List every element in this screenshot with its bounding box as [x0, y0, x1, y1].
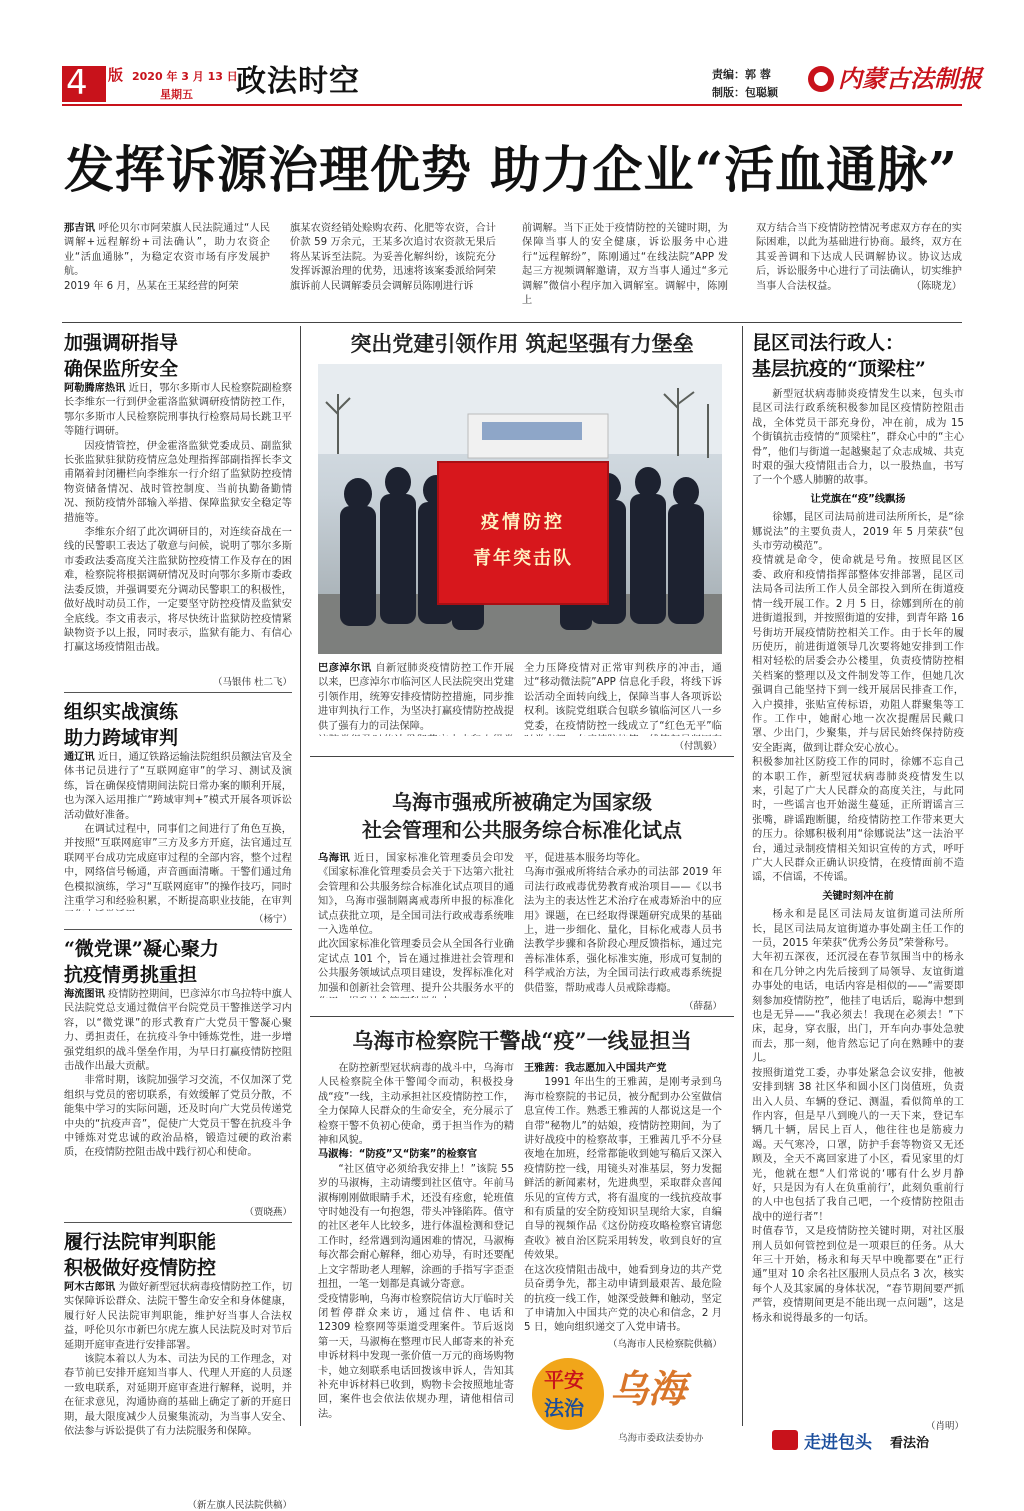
article-7-intro: 在防控新型冠状病毒的战斗中，乌海市人民检察院全体干警闻令而动，积极投身战“疫”一线，主动承担社区疫情防控工作，全力保障人民群众的生命安全，充分展示了检察干警不负初心使命，勇于担当作为的精神和风貌。 [318, 1063, 514, 1147]
article-4-p2: 该院本着以人为本、司法为民的工作理念，对春节前已安排开庭知当事人、代理人开庭的人员逐一致电联系，对延期开庭审查进行解释，说明，并在征求意见，沟通协商的基础上确定了新的开庭日期，最大限度减少人员聚集流动，为当事人安全、依法参与诉讼提供了有力法院服务和保障。 [64, 1354, 292, 1438]
article-3-body [64, 988, 292, 1204]
lead-col3-text: 前调解。当下正处于疫情防控的关键时期，为保障当事人的安全健康，诉讼服务中心进行“远程解纷”，陈刚通过“在线法院”APP 发起三方视频调解邀请，双方当事人通过“多元调解”微信小程序加入调解室。调解中，陈刚上 [522, 223, 728, 307]
left-rule-2 [64, 929, 292, 930]
article-2-p2: 在调试过程中，同事们之间进行了角色互换，并按照“互联网庭审”三方及多方开庭，法官通过互联网平台成功完成庭审过程的全部内容，整个过程中，网络信号畅通，声音画面清晰。干警们通过角色模拟演练，学习“互联网庭审”的操作技巧，同时注重学习和经验积累，不断提高职业技能，在审判 [64, 824, 292, 908]
article-7-col2 [524, 1062, 722, 1336]
banner-line-1: 疫情防控 [481, 512, 565, 533]
lead-column-4 [756, 222, 962, 314]
article-3-p1: 疫情防控期间，巴彦淖尔市乌拉特中旗人民法院党总支通过微信平台院党员干警推送学习内容，以“微党课”的形式教育广大党员干警凝心聚力、勇担责任，在抗疫斗争中锤炼党性，进一步增强党组织的战斗堡垒作用，为早日打赢疫情防控阻击战作出最大贡献。 [64, 989, 292, 1073]
editor-credit: 责编：郭 蓉 [712, 68, 771, 81]
ad-line-2: 法治 [544, 1396, 584, 1420]
article-3-p2: 非常时期，该院加强学习交流，不仅加深了党组织与党员的密切联系，有效缓解了党员分散，不能集中学习的实际问题，还及时向广大党员传递党中央的“抗疫声音”，促使广大党员干警在抗疫斗争中锤炼对党忠诚的政治品格，锻造过硬的政治素质，在疫情防控阻击战中践行初心和使命。 [64, 1075, 292, 1159]
lead-col4-text: 双方结合当下疫情防控情况考虑双方存在的实际困难，以此为基础进行协商。最终，双方在其妥善调和下达成人民调解协议。协议达成后，诉讼服务中心进行了司法确认，切实维护当事人合法权益。 [756, 223, 962, 292]
ad-sponsor: 乌海市委政法委协办 [618, 1433, 704, 1444]
banner-line-2: 青年突击队 [473, 548, 573, 569]
article-1-p2: 因疫情管控，伊金霍洛监狱党委成员、副监狱长张监狱驻狱防疫情应急处理指挥部副指挥长李文甫隔着封闭栅栏向李维东一行介绍了监狱防控疫情物资储备情况、战时管控制度、当前执勤备勤情况、预防疫情外部输入举措、保障监狱安全稳定等措施等。 [64, 440, 292, 524]
article-2-tag: 通辽讯 [64, 752, 95, 763]
article-7-sub2: 王雅茜：我志愿加入中国共产党 [524, 1063, 667, 1074]
article-7-byline: （乌海市人民检察院供稿） [607, 1339, 722, 1350]
lead-col2-text: 旗某农资经销处赊购农药、化肥等农资，合计价款 59 万余元，王某多次追讨农资款无果后将丛某诉至法院。为妥善化解纠纷，该院充分发挥诉源治理的优势，迅速将该案委派给阿荣旗诉前人民调解委员会调解员陈刚进行诉 [290, 223, 496, 292]
left-column [64, 330, 292, 1511]
article-3-title-line2: 抗疫情勇挑重担 [64, 964, 198, 986]
baotou-ad [772, 1426, 962, 1454]
article-8-p3: 杨永和是昆区司法局友谊街道司法所所长，昆区司法局友谊街道办事处副主任工作的一员，2015 年荣获“优秀公务员”荣誉称号。 大年初五深夜，还沉浸在春节氛围当中的杨永和在几分钟之内先后接到了局领导、友谊街道办事处的电话，电话内容是相似的——“需要即刻参加疫情防控”，他挂了电话后，聪海中想到也是无异——“我必须去！我现在必须去！”下床，起身，穿衣服，出门，开车向办事处急驶而去，那一刻，他肯然忘记了向在熟睡中的妻儿。 按照街道党工委，办事处紧急会议安排，他被安排到辖 38 社区华和圆小区门岗值班，负责出入人员、车辆的登记、测温，看似简单的工作内容，但是早八到晚八的一天下来，登记车辆几十辆，居民上百人，他往往也是筋疲力竭。天气寒冷，口罩，防护手套等物资又无还顾及，全天不离回家进了小区，看见家里的灯光，他就在想“人们常说的‘哪有什么岁月静好，只是因为有人在负重前行’，此刻负重前行的人中也包括了我自己吧，一个疫情防控阻击战中的逆行者”！ 时值春节，又是疫情防控关键时期，对社区服刑人员如何管控到位是一项艰巨的任务。从大年三十开始，杨永和每天早中晚都要在“正行通”里对 10 余名社区服刑人员点名 3 次，核实每个人及其家属的身体状况，“春节期间要严抓严管，疫情期间更是不能出现一点问题”，这是杨永和说得最多的一句话。 [752, 909, 964, 1324]
article-2-title-line1: 组织实战演练 [64, 701, 179, 723]
lead-column-3 [522, 222, 728, 314]
masthead-logo-icon [808, 66, 834, 92]
article-3-title-line1: “微党课”凝心聚力 [64, 938, 219, 960]
lead-headline: 发挥诉源治理优势 助力企业“活血通脉” [64, 140, 958, 199]
article-1-title-line2: 确保监所安全 [64, 358, 179, 380]
article-6-col2-text: 平，促进基本服务均等化。 乌海市强戒所将结合承办的司法部 2019 年司法行政戒毒优势教育戒治项目——《以书法为主的表达性艺术治疗在戒毒矫治中的应用》课题，在已经取得课题研究成果的基础上，进一步细化、量化，目标化戒毒人员书法教学步骤和各阶段心理反馈指标，通过完善标准体系，强化标准实施，形成可复制的科学戒治方法，为全国司法行政戒毒系统提供借鉴，帮助戒毒人员戒除毒瘾。 [524, 853, 722, 994]
baotou-ad-text: 走进包头 [804, 1433, 872, 1453]
article-7-col1 [318, 1062, 514, 1456]
article-4-p1: 为做好新型冠状病毒疫情防控工作，切实保障诉讼群众、法院干警生命安全和身体健康，履行好人民法院审判职能，维护好当事人合法权益，呼伦贝尔市新巴尔虎左旗人民法院及时对节后延期开庭审查进行安排部署。 [64, 1282, 292, 1351]
article-5-byline: （付凯毅） [674, 741, 722, 752]
article-4-tag: 阿木古郎讯 [64, 1282, 116, 1293]
lead-rule [62, 322, 962, 323]
article-7-title: 乌海市检察院干警战“疫”一线显担当 [352, 1028, 692, 1053]
article-6-tag: 乌海讯 [318, 853, 351, 864]
article-8-title-line2: 基层抗疫的“顶梁柱” [752, 358, 926, 380]
article-6-byline: （薛磊） [683, 1001, 722, 1012]
wuhai-ad [528, 1352, 724, 1448]
mid-rule-2 [310, 1016, 734, 1017]
left-rule-1 [64, 692, 292, 693]
lead-column-2 [290, 222, 496, 314]
article-3-byline: （贾晓燕） [244, 1207, 292, 1218]
issue-date: 2020 年 3 月 13 日 [132, 70, 238, 83]
article-1-tag: 阿勒腾席热讯 [64, 383, 126, 394]
article-6-title-line1: 乌海市强戒所被确定为国家级 [392, 790, 652, 814]
article-2-p1: 近日，通辽铁路运输法院组织员额法官及全体书记员进行了“互联网庭审”的学习、测试及演练，旨在确保疫情期间法院日常办案的顺利开展，也为深入运用推广“跨域审判+”模式开展各项诉讼活动做好准备。 [64, 752, 292, 821]
article-8-byline: （肖明） [925, 1421, 964, 1432]
baotou-logo-icon [772, 1430, 798, 1450]
masthead-title: 内蒙古法制报 [838, 65, 982, 93]
article-1-byline: （马银伟 杜二飞） [212, 677, 292, 688]
article-1-body [64, 382, 292, 674]
lead-byline: （陈晓龙） [911, 280, 962, 292]
article-6-col1 [318, 852, 514, 998]
ad-city: 乌海 [610, 1366, 687, 1411]
article-4-title-line1: 履行法院审判职能 [64, 1231, 217, 1253]
article-4-body [64, 1281, 292, 1497]
article-8-title-line1: 昆区司法行政人： [752, 332, 905, 354]
article-1-p3: 李维东介绍了此次调研目的，对连续奋战在一线的民警职工表达了敬意与问候，说明了鄂尔多斯市委政法委高度关注监狱防控疫情工作及存在的困难，检察院将根据调研情况及时向鄂尔多斯市委政法委反馈，并强调要充分调动民警职工的积极性，做好战时动员工作，一定要坚守防控疫情及监狱安全底线。李文甫表示，将尽快统计监狱防控疫情紧缺物资予以上报，同时表示，监狱有能力、有信心打赢这场疫情阻击战。 [64, 527, 292, 654]
article-2-byline: （杨宁） [253, 914, 292, 925]
article-4-title-line2: 积极做好疫情防控 [64, 1257, 217, 1279]
producer-credit: 制版：包聪颖 [712, 86, 778, 99]
article-2-title-line2: 助力跨域审判 [64, 727, 179, 749]
article-3-tag: 海流图讯 [64, 989, 105, 1000]
article-8-body [752, 388, 964, 1418]
article-2-body [64, 751, 292, 911]
lead-column-1 [64, 222, 270, 314]
article-8-sub2: 关键时刻冲在前 [822, 890, 894, 902]
divider-right [742, 326, 743, 1426]
article-5-col1 [318, 662, 514, 736]
article-1-title-line1: 加强调研指导 [64, 332, 179, 354]
baotou-ad-suffix: 看法治 [890, 1436, 930, 1451]
article-5-col2-text: 全力压降疫情对正常审判秩序的冲击，通过“移动微法院”APP 信息化手段，将线下诉讼活动全面转向线上，保障当事人各项诉讼权利。该院党组联合包联乡镇临河区八一乡党委，在疫情防控一线成立了“红色无平”临 [524, 663, 722, 732]
article-6-col1-text: 近日，国家标准化管理委员会印发《国家标准化管理委员会关于下达第六批社会管理和公共服务综合标准化试点项目的通知》，乌海市强制隔离戒毒所申报的标准化试点获批立项，是全国司法行政戒毒系统唯一入选单位。 此次国家标准化管理委员会从全国各行业确定试点 101 个，旨在通过推进社会管理和公共服务领域试点项目建设，发挥标准化对加强和创新社会管理、提升公共服务水平的 [318, 853, 514, 994]
article-5-tag: 巴彦淖尔讯 [318, 663, 372, 674]
article-5-title: 突出党建引领作用 筑起坚强有力堡垒 [350, 331, 694, 356]
ad-line-1: 平安 [544, 1368, 584, 1392]
article-5-col1-text: 自新冠肺炎疫情防控工作开展以来，巴彦淖尔市临河区人民法院突出党建引领作用，统筹安排疫情防控措施，同步推进审判执行工作，为坚决打赢疫情防控战提供了强有力的司法保障。 [318, 663, 514, 732]
page-number: 4 [66, 63, 88, 103]
article-7-col2-text: 1991 年出生的王雅茜，是刚考录到乌海市检察院的书记员，被分配到办公室做信息宣传工作。熟悉王雅茜的人都说这是一个自带“秘物儿”的姑娘，疫情防控期间，为了讲好战疫中的检察故事，王雅茜几乎不分昼夜地在加班，经常都能收到她写稿后又深入疫情防控一线，用镜头对准基层，努力发掘鲜活的新闻素材，先进典型，采取群众喜闻乐见的宣传方式，将有温度的一线抗疫故事和有质量的安全防疫知识呈现给大家，自编自导的视频作品《这份防疫攻略检察官请您查收》被自治区院采用转发，收到良好的宣传效果。 在这次疫情阻击战中，她看到身边的共产党员奋勇争先，都主动申请到最艰苦、最危险的抗疫一线工作，她深受鼓舞和触动，坚定了申请加入中国共产党的决心和信念，2 月 5 日，她向组织递交了入党申请书。 [524, 1077, 722, 1334]
article-4-byline: （新左旗人民法院供稿） [187, 1500, 292, 1511]
article-6-col2 [524, 852, 722, 998]
article-8-p1: 新型冠状病毒肺炎疫情发生以来，包头市昆区司法行政系统积极参加昆区疫情防控阻击战，全体党员干部充身份，冲在前，成为 15 个街镇抗击疫情的“顶梁柱”，群众心中的“主心骨”，他们与街道一起越聚起了众志成城、共克时艰的强大疫情阻击合力，以一股热血，书写了一个个感人肺腑的故事。 [752, 389, 964, 487]
article-6-title-line2: 社会管理和公共服务综合标准化试点 [362, 818, 682, 842]
mid-rule-1 [310, 756, 734, 757]
page-label: 版 [108, 66, 124, 84]
section-title: 政法时空 [236, 64, 360, 99]
article-7-col1b: “社区值守必须给我安排上！”该院 55 岁的马淑梅，主动请缨到社区值守。年前马淑梅刚刚做眼睛手术，还没有痊愈，轮班值守时她没有一句抱怨，带头冲锋陷阵。值守的社区老年人比较多，进行体温检测和登记工作时，经常遇到沟通困难的情况，马淑梅每次都会耐心解释，细心劝导，有时还要配上文字帮助老人理解，涂画的手指写字歪歪扭扭，一笔一划都是真诚分寄意。 受疫情影响，乌海市检察院信访大厅临时关闭暂停群众来访，通过信件、电话和 12309 检察网等渠道受理案件。节后返岗第一天，马淑梅在整理市民人邮寄来的补充申诉材料中发现一张价值一万元的商场购物卡，她立刻联系电话回拨该申诉人，告知其补充申诉材料已收到，购物卡会按照地址寄回，案件也会依法依规办理，请他相信司法。 [318, 1163, 514, 1420]
article-5-col2 [524, 662, 722, 736]
article-5-photo [318, 364, 722, 654]
right-column [752, 330, 964, 1432]
article-7-sub1: 马淑梅：“防疫”又“防案”的检察官 [318, 1149, 478, 1161]
divider-left [300, 326, 301, 1426]
left-rule-3 [64, 1222, 292, 1223]
article-8-sub1: 让党旗在“疫”线飘扬 [810, 493, 906, 505]
header-rule [62, 104, 962, 106]
lead-tag: 那吉讯 [64, 223, 96, 234]
issue-weekday: 星期五 [160, 88, 193, 101]
article-1-p1: 近日，鄂尔多斯市人民检察院副检察长李维东一行到伊金霍洛监狱调研疫情防控工作，鄂尔多斯市人民检察院刑事执行检察局局长跳卫平等随行调研。 [64, 383, 292, 438]
lead-col1-text: 呼伦贝尔市阿荣旗人民法院通过“人民调解+远程解纷+司法确认”，助力农资企业“活血通脉”，为稳定农资市场有序发展护航。 2019 年 6 月，丛某在王某经营的阿荣 [64, 223, 270, 292]
article-8-p2: 徐娜，昆区司法局前进司法所所长，是“徐娜说法”的主要负责人，2019 年 5 月荣获“包头市劳动模范”。 疫情就是命令，使命就是号角。按照昆区区委、政府和疫情指挥部整体安排部署，昆区司法局各司法所工作人员全部投入到所在街道疫情一线开展工作。2 月 5 日，徐娜到所在的前进街道报到，并按照街道的安排，到青年路 16 号街坊开展疫情防控相关工作。由于长年的履历使历，前进街道领导几次要将她安排到工作相对轻松的居委会办公楼里，负责疫情防控相关档案的整理以及文件制发等工作，但她几次强调自己能坚持下到一线开展居民排查工作，入户摸排，张贴宣传标语，劝阻人群聚集等工作。工作中，她耐心地一次次提醒居民戴口罩、少出门，少聚集，并与居民始终保持防疫安全距离，做到让群众安心放心。 积极参加社区防疫工作的同时，徐娜不忘自己的本职工作，新型冠状病毒肺炎疫情发生以来，引起了广大人民群众的高度关注，与此同时，一些谣言也开始滋生蔓延，正所谓谣言三张嘴，辟谣跑断腿，给疫情防控工作带来更大的压力。徐娜积极利用“徐娜说法”这一法治平台，通过录制疫情相关知识宣传的方式，呼吁广大人民群众正确认识疫情，在疫情面前不造谣，不信谣，不传谣。 [752, 512, 964, 884]
